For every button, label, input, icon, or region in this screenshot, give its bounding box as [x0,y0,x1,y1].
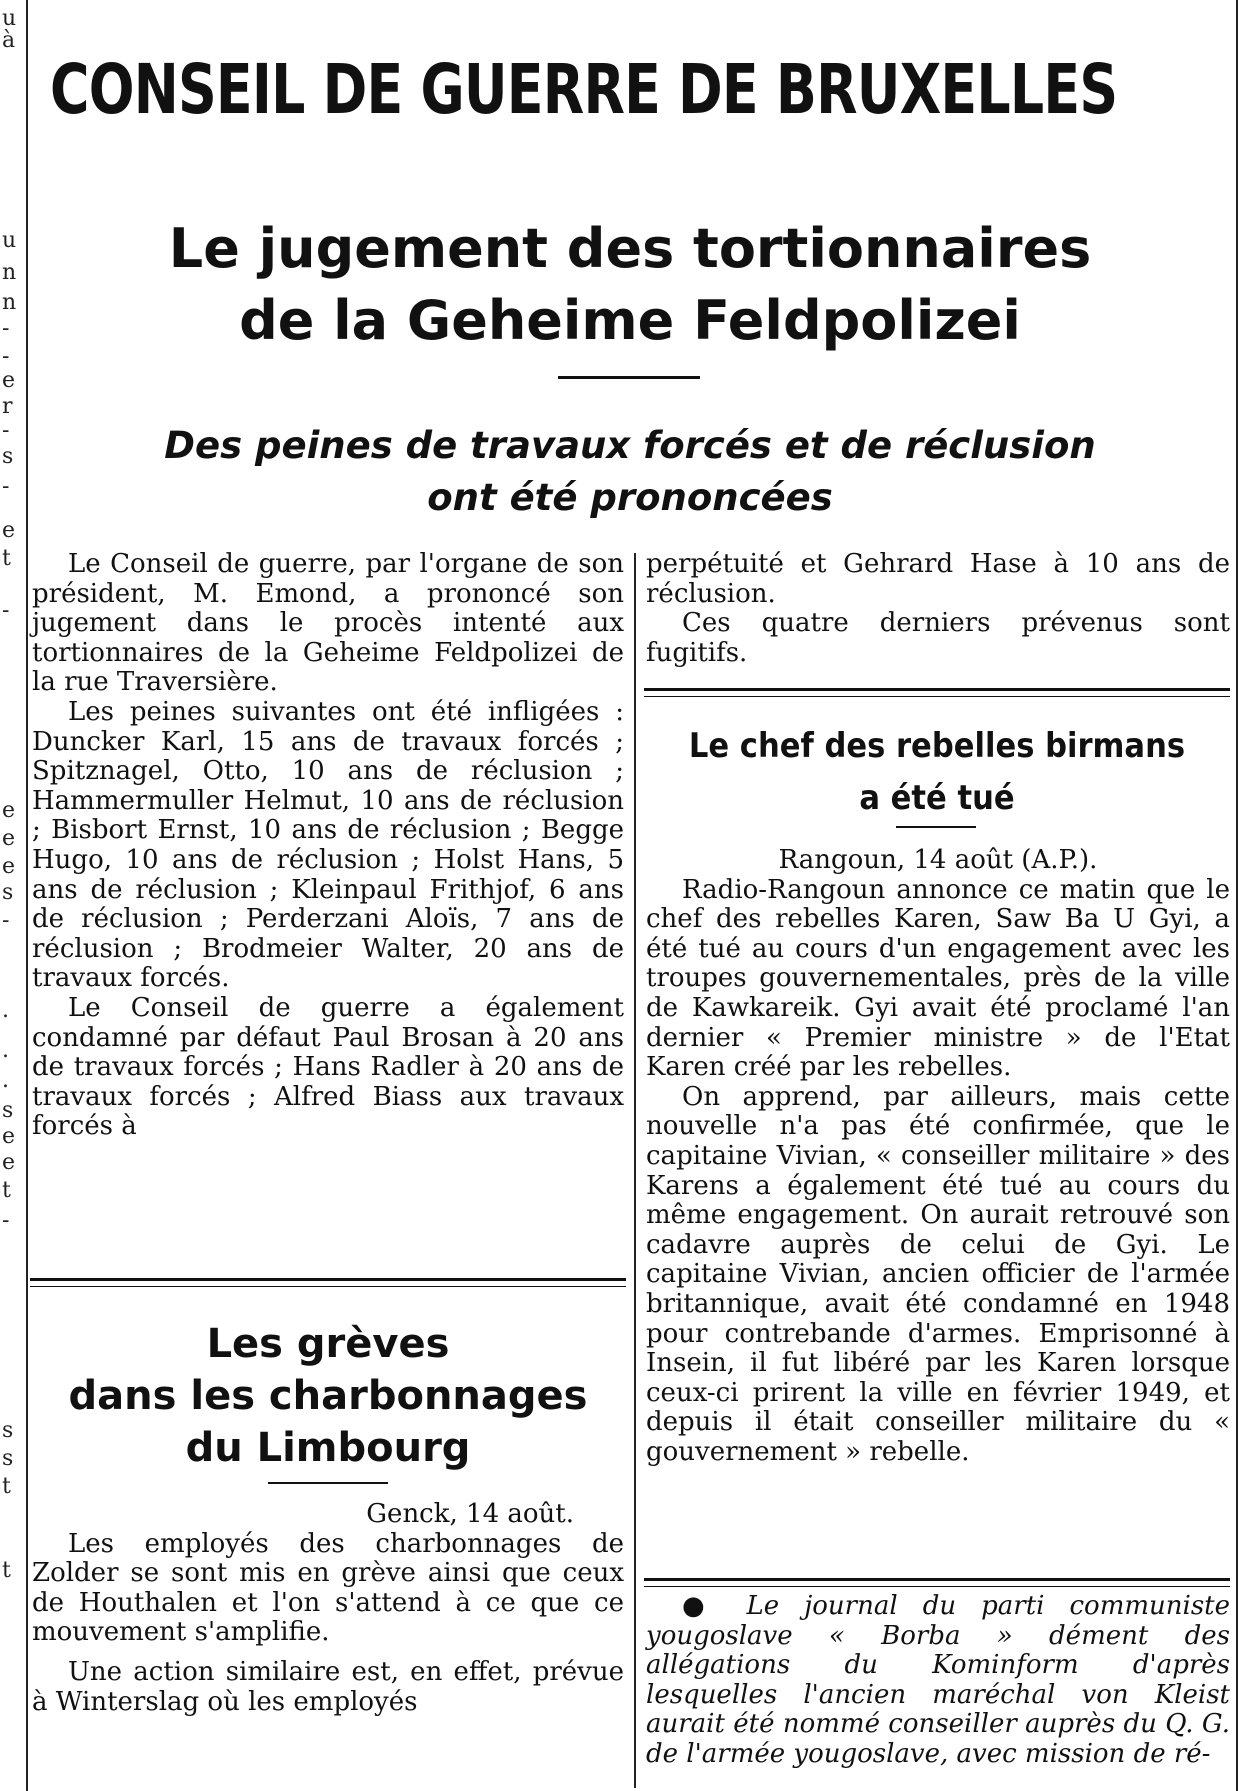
article-3-title-line-1: Les grèves [206,1321,450,1367]
article-3-paragraph: Les employés des charbonnages de Zolder se sont mis en grève ainsi que ceux de Houthalen et l'on s'attend à ce que ce mouvement s'amplifie. [32,1528,624,1648]
article-3-rule [268,1482,388,1484]
article-2-body [646,846,1230,1467]
section-rule [644,1578,1230,1587]
article-3-dateline: Genck, 14 août. [366,1499,574,1529]
gutter-fragment: e [2,368,16,393]
article-2-title-line-1: Le chef des rebelles birmans [688,726,1186,766]
gutter-fragment: - [2,316,10,341]
article-1-last-paragraph: Ces quatre derniers prévenus sont fugitifs. [646,608,1230,668]
article-2-paragraph: Radio-Rangoun annonce ce matin que le chef des rebelles Karen, Saw Ba U Gyi, a été tué au cours d'un engagement avec les troupes gouvernementales, près de la ville de Kawkareik. Gyi avait été proclamé l'an dernier « Premier ministre » de l'Etat Karen créé par les rebelles. [646,874,1230,1083]
article-3-title-line-2: dans les charbonnages [68,1373,588,1419]
gutter-fragment: s [2,1098,14,1123]
gutter-fragment: s [2,1446,14,1471]
headline-line-2: de la Geheime Feldpolizei [239,289,1021,352]
gutter-fragment: t [2,1474,11,1499]
headline-rule [558,376,700,379]
headline-line-1: Le jugement des tortionnaires [168,217,1092,280]
section-rule [30,1278,626,1287]
gutter-fragment: t [2,1558,11,1583]
gutter-fragment: e [2,1124,16,1149]
article-1-paragraph: Le Conseil de guerre, par l'organe de son président, M. Emond, a prononcé son jugement dans le procès intenté aux tortionnaires de la Geheime Feldpolizei de la rue Traversière. [32,549,624,698]
article-2-rule [896,826,976,828]
gutter-fragment: e [2,826,16,851]
gutter-fragment: - [2,1208,10,1233]
article-2-title-line-2: a été tué [859,778,1015,818]
gutter-fragment: e [2,1150,16,1175]
article-1-body [32,550,624,1142]
gutter-fragment: - [2,418,10,443]
gutter-fragment: e [2,518,16,543]
gutter-fragment: u [2,6,17,31]
article-3-title [30,1318,626,1474]
gutter-fragment: . [2,1038,9,1063]
gutter-fragment: - [2,474,10,499]
gutter-fragment: r [2,394,13,419]
gutter-fragment: - [2,598,10,623]
gutter-fragment: t [2,546,11,571]
column-divider [634,553,636,1788]
gutter-fragment: u [2,228,17,253]
newspaper-page [30,8,1230,1791]
gutter-fragment: - [2,908,10,933]
article-1-continuation [646,550,1230,668]
gutter-fragment: s [2,444,14,469]
article-4-body [646,1592,1230,1770]
gutter-fragment: s [2,1418,14,1443]
article-3-paragraph: Une action similaire est, en effet, prévue à Winterslag où les employés [32,1656,624,1717]
gutter-fragment: e [2,798,16,823]
section-rule [644,688,1230,697]
subhead-line-1: Des peines de travaux forcés et de réclusion [164,424,1096,467]
main-headline [30,213,1230,357]
gutter-fragment: . [2,998,9,1023]
article-4-paragraph [646,1592,1230,1770]
subheadline [30,420,1230,524]
gutter-fragment: s [2,880,14,905]
article-2-dateline: Rangoun, 14 août (A.P.). [778,845,1098,875]
left-margin-gutter [0,0,28,1791]
gutter-fragment: n [2,290,17,315]
column-border-right [1236,0,1238,1791]
subhead-line-2: ont été prononcées [427,476,833,519]
gutter-fragment: e [2,854,16,879]
gutter-fragment: n [2,260,17,285]
gutter-fragment: . [2,1068,9,1093]
masthead-title: CONSEIL DE GUERRE DE BRUXELLES [50,50,1118,130]
article-1-paragraph: Les peines suivantes ont été infligées : Duncker Karl, 15 ans de travaux forcés ; Spitznagel, Otto, 10 ans de réclusion ; Hammermuller Helmut, 10 ans de réclusion ; Bisbort Ernst, 10 ans de réclusion ; Begge Hugo, 10 ans de réclusion ; Holst Hans, 5 ans de réclusion ; Kleinpaul Frithjof, 6 ans de réclusion ; Perderzani Aloïs, 7 ans de réclusion ; Brodmeier Walter, 20 ans de travaux forcés. [32,696,624,994]
gutter-fragment: t [2,1178,11,1203]
article-1-paragraph: Le Conseil de guerre a également condamné par défaut Paul Brosan à 20 ans de travaux forcés ; Hans Radler à 20 ans de travaux forcés ; Alfred Biass aux travaux forcés à [32,992,624,1142]
continuation-text: perpétuité et Gehrard Hase à 10 ans de réclusion. [646,549,1230,609]
article-2-paragraph: On apprend, par ailleurs, mais cette nouvelle n'a pas été confirmée, que le capitaine Vivian, « conseiller militaire » des Karens a également été tué au cours du même engagement. On aurait retrouvé son cadavre auprès de celui de Gyi. Le capitaine Vivian, ancien officier de l'armée britannique, avait été condamné en 1948 pour contrebande d'armes. Emprisonné à Insein, il fut libéré par les Karen lorsque ceux-ci prirent la ville en février 1949, et depuis il était conseiller militaire du « gouvernement » rebelle. [646,1081,1230,1467]
bullet-icon: ● [682,1591,722,1621]
article-4-text: Le journal du parti communiste yougoslave « Borba » dément des allégations du Kominform d'après lesquelles l'ancien maréchal von Kleist aurait été nommé conseiller auprès du Q. G. de l'armée yougoslave, avec mission de ré- [646,1591,1231,1769]
article-3-body [32,1500,624,1717]
article-3-title-line-3: du Limbourg [185,1425,471,1471]
gutter-fragment: à [2,28,16,53]
article-2-title [673,720,1200,824]
gutter-fragment: - [2,344,10,369]
